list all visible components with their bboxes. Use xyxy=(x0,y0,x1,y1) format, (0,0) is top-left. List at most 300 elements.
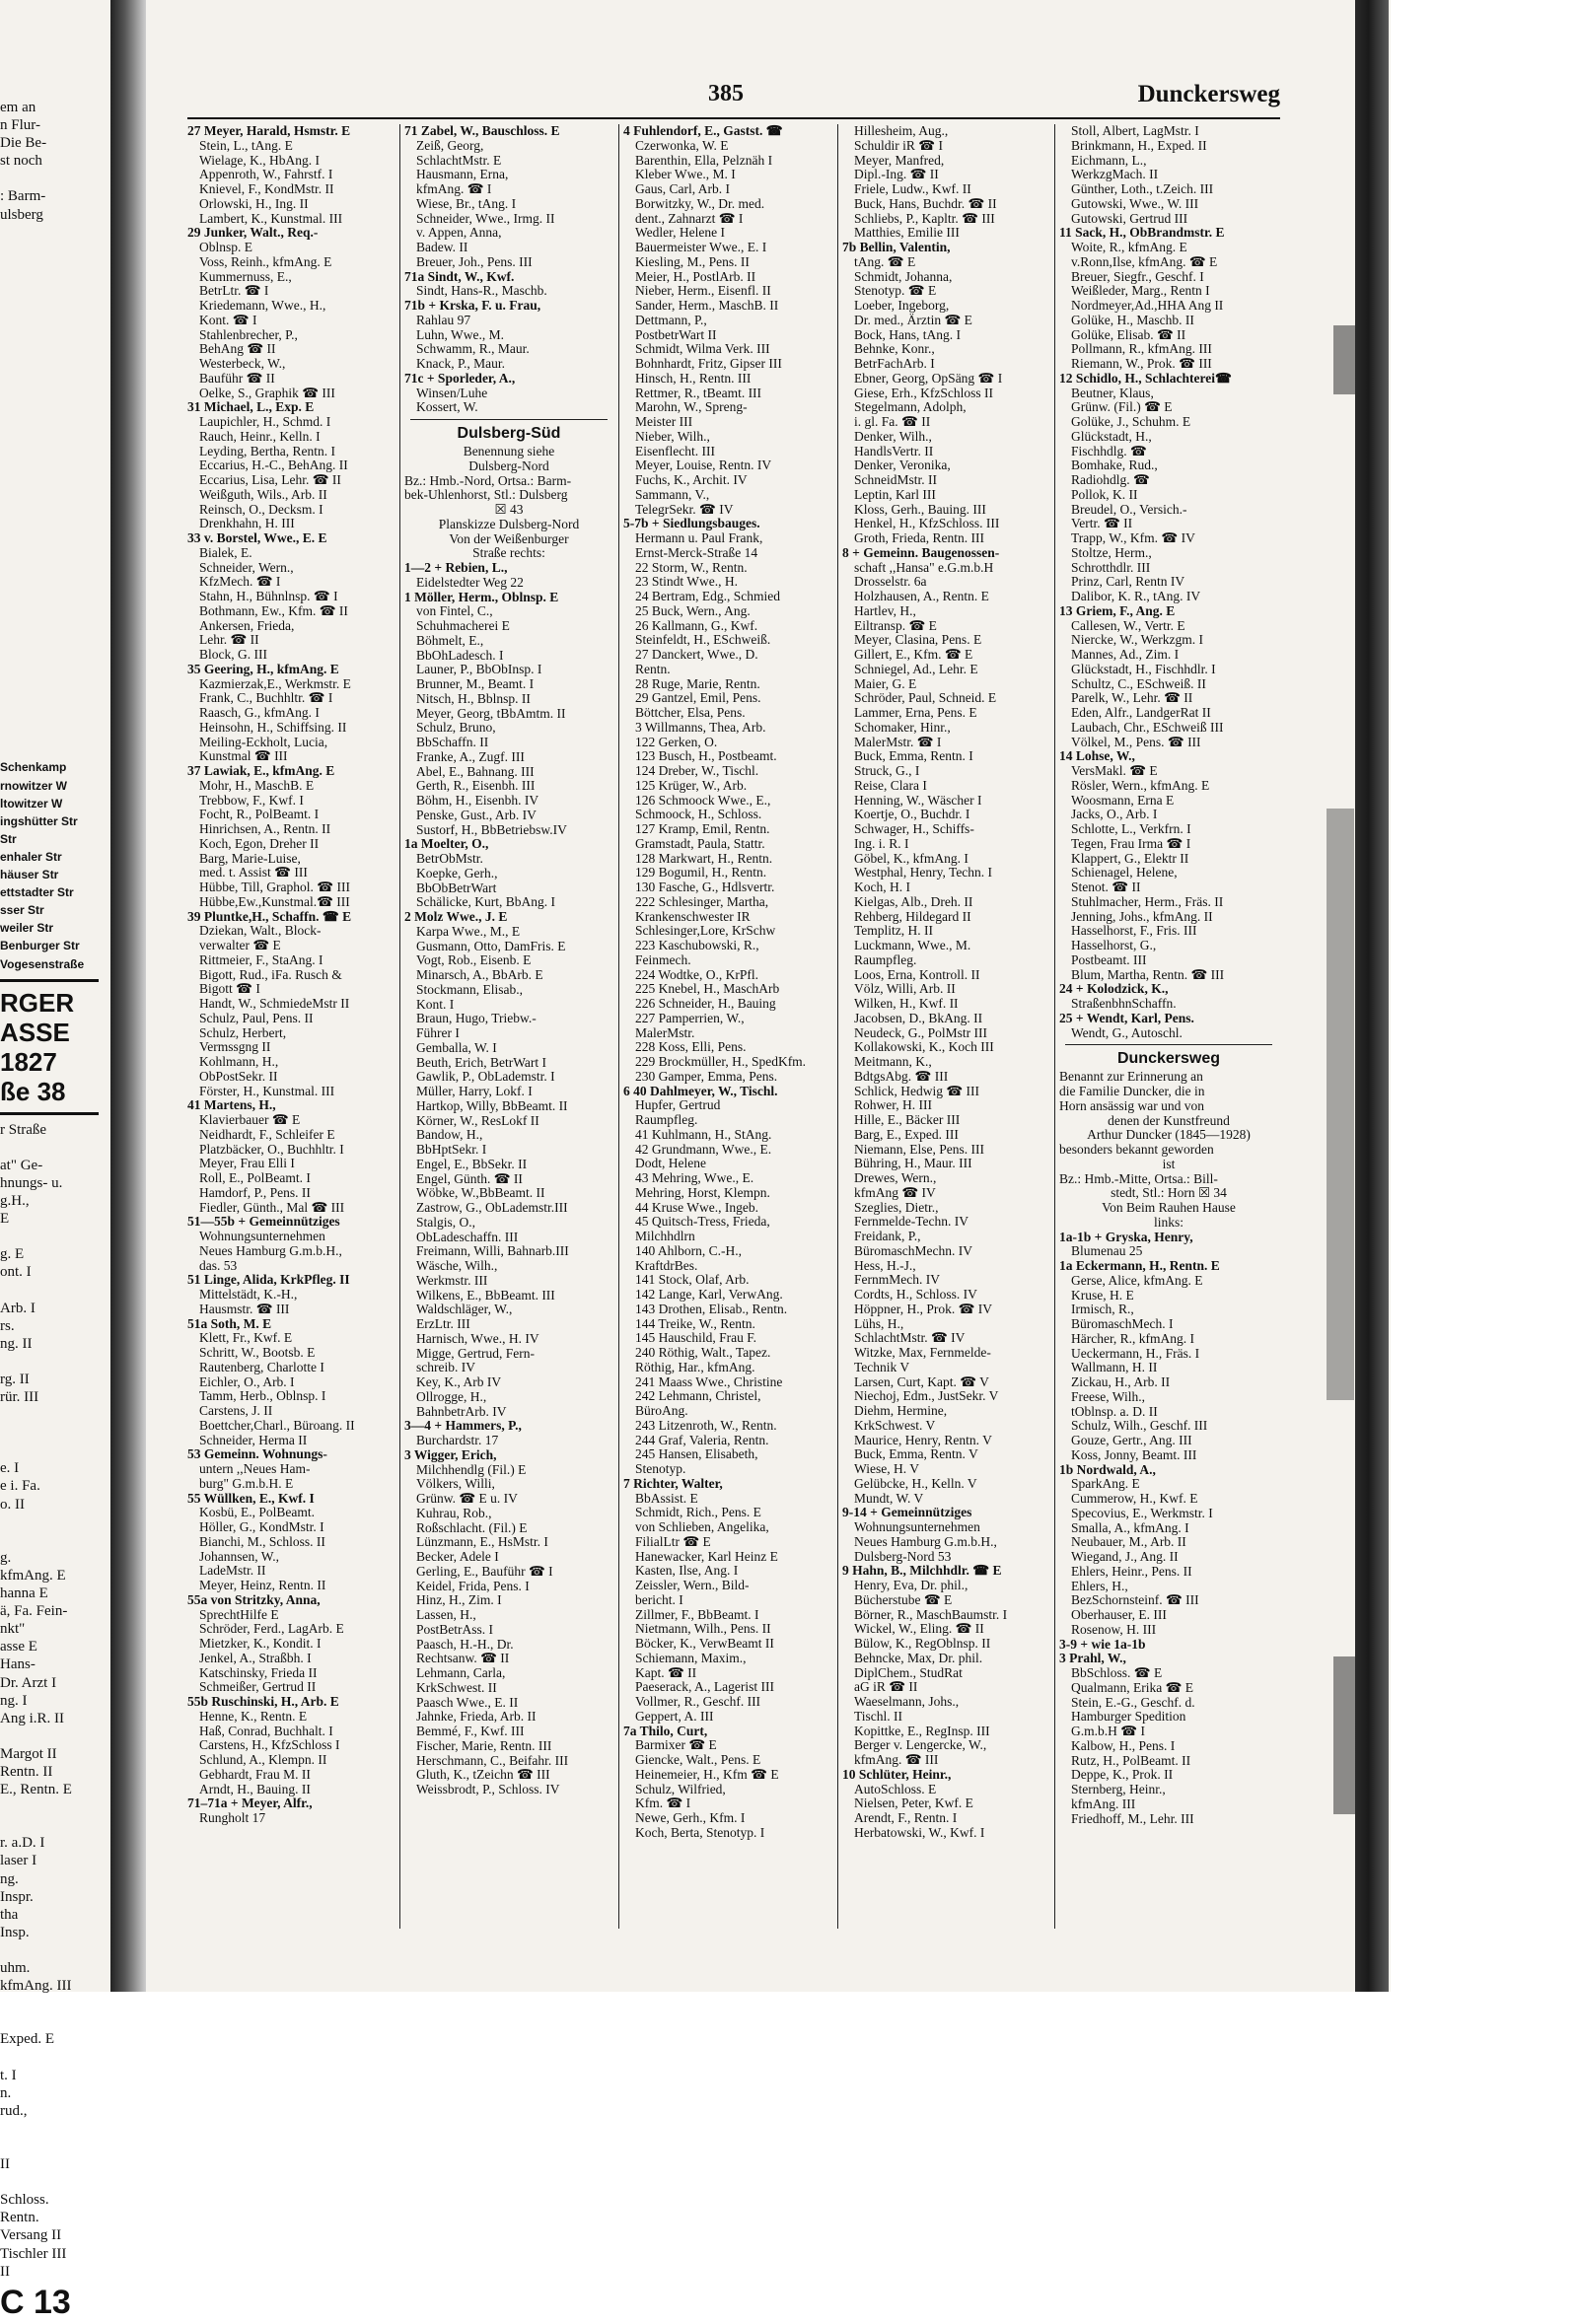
resident-entry: BbSchloss. ☎ E xyxy=(1071,1665,1163,1680)
resident-entry: Fischer, Marie, Rentn. III xyxy=(416,1737,552,1753)
resident-entry: Oberhauser, E. III xyxy=(1071,1607,1167,1622)
resident-entry: Werkmstr. III xyxy=(416,1272,488,1288)
resident-entry: das. 53 xyxy=(199,1257,238,1273)
left-page-fragment: at" Ge- xyxy=(0,1157,43,1173)
resident-entry: 227 Pamperrien, W., xyxy=(635,1010,745,1025)
left-page-fragment xyxy=(0,1424,110,1442)
resident-entry: Eisenflecht. III xyxy=(635,443,715,458)
resident-entry: Schröder, Ferd., LagArb. E xyxy=(199,1621,344,1637)
left-page-fragment xyxy=(0,616,110,634)
resident-entry: Stenotyp. ☎ E xyxy=(854,283,937,299)
resident-entry: Bialek, E. xyxy=(199,544,252,560)
resident-entry: Arndt, H., Bauing. II xyxy=(199,1781,311,1796)
resident-entry: Giencke, Walt., Pens. E xyxy=(635,1752,761,1767)
resident-entry: Bücherstube ☎ E xyxy=(854,1591,953,1607)
header-rule xyxy=(187,117,1280,119)
house-number-entry: 7 Richter, Walter, xyxy=(623,1475,723,1491)
resident-entry: kfmAng. ☎ III xyxy=(854,1752,939,1767)
resident-entry: links: xyxy=(1153,1214,1184,1230)
resident-entry: Schulz, Herbert, xyxy=(199,1024,287,1040)
resident-entry: 41 Kuhlmann, H., StAng. xyxy=(635,1126,772,1142)
resident-entry: Heinemeier, H., Kfm ☎ E xyxy=(635,1766,779,1782)
left-page-fragment xyxy=(0,1514,110,1531)
map-street-label: enhaler Str xyxy=(0,849,62,864)
resident-entry: Kont. I xyxy=(416,996,455,1012)
left-page-fragment xyxy=(0,1139,110,1157)
resident-entry: Schliebs, P., Kapltr. ☎ III xyxy=(854,210,995,226)
resident-entry: Wiegand, J., Ang. II xyxy=(1071,1549,1179,1564)
resident-entry: BbSchaffn. II xyxy=(416,735,489,749)
resident-entry: Freimann, Willi, Bahnarb.III xyxy=(416,1243,569,1259)
resident-entry: Lünzmann, E., HsMstr. I xyxy=(416,1534,548,1550)
resident-entry: Ernst-Merck-Straße 14 xyxy=(635,544,758,560)
resident-entry: Engel, Günth. ☎ II xyxy=(416,1170,523,1186)
resident-entry: Henne, K., Rentn. E xyxy=(199,1708,308,1724)
resident-entry: Golüke, Elisab. ☎ II xyxy=(1071,326,1186,342)
resident-entry: Callesen, W., Vertr. E xyxy=(1071,617,1185,633)
resident-entry: Schulz, Paul, Pens. II xyxy=(199,1010,314,1025)
resident-entry: Deppe, K., Prok. II xyxy=(1071,1767,1174,1783)
resident-entry: 245 Hansen, Elisabeth, xyxy=(635,1446,758,1462)
resident-entry: Diehm, Hermine, xyxy=(854,1403,948,1418)
resident-entry: Meyer, Georg, tBbAmtm. II xyxy=(416,705,566,721)
resident-entry: Hinrichsen, A., Rentn. II xyxy=(199,821,331,836)
resident-entry: 143 Drothen, Elisab., Rentn. xyxy=(635,1301,788,1316)
resident-entry: Gerth, R., Eisenbh. III xyxy=(416,778,536,794)
resident-entry: Benennung siehe xyxy=(463,444,555,458)
left-page-fragment xyxy=(0,1798,110,1816)
resident-entry: Launer, P., BbObInsp. I xyxy=(416,662,542,677)
resident-entry: Rittmeier, F., StaAng. I xyxy=(199,951,323,967)
resident-entry: Block, G. III xyxy=(199,647,267,662)
resident-entry: Hübbe,Ew.,Kunstmal.☎ III xyxy=(199,893,350,909)
resident-entry: Gutowski, Wwe., W. III xyxy=(1071,195,1199,211)
map-street-label: Schenkamp xyxy=(0,760,67,775)
left-page-fragment: kfmAng. E xyxy=(0,1567,66,1584)
left-page-fragment: Tischler III xyxy=(0,2245,67,2262)
resident-entry: Meyer, Heinz, Rentn. II xyxy=(199,1578,326,1592)
resident-entry: Fernmelde-Techn. IV xyxy=(854,1214,969,1230)
left-page-fragment xyxy=(0,2120,110,2138)
house-number-entry: 55 Wüllken, E., Kwf. I xyxy=(187,1490,315,1506)
resident-entry: 229 Brockmüller, H., SpedKfm. xyxy=(635,1054,807,1069)
section-rule xyxy=(1065,1044,1272,1045)
resident-entry: Förster, H., Kunstmal. III xyxy=(199,1083,335,1098)
resident-entry: Nietmann, Wilh., Pens. II xyxy=(635,1621,771,1637)
house-number-entry: 33 v. Borstel, Wwe., E. E xyxy=(187,530,327,545)
resident-entry: Breuer, Siegfr., Geschf. I xyxy=(1071,268,1204,284)
left-page-fragment xyxy=(0,259,110,277)
resident-entry: Migge, Gertrud, Fern- xyxy=(416,1345,535,1361)
map-street-label: Vogesenstraße xyxy=(0,956,85,971)
left-page-fragment xyxy=(0,652,110,669)
resident-entry: Jenkel, A., Straßbh. I xyxy=(199,1650,312,1665)
resident-entry: Rehberg, Hildegard II xyxy=(854,908,971,924)
resident-entry: Rutz, H., PolBeamt. II xyxy=(1071,1752,1191,1768)
resident-entry: Dulsberg-Nord xyxy=(468,458,549,473)
resident-entry: 225 Knebel, H., MaschArb xyxy=(635,981,780,997)
resident-entry: Kazmierzak,E., Werkmstr. E xyxy=(199,675,351,691)
resident-entry: Knack, P., Maur. xyxy=(416,356,505,371)
resident-entry: Neidhardt, F., Schleifer E xyxy=(199,1126,335,1142)
resident-entry: schreib. IV xyxy=(416,1360,475,1375)
resident-entry: 28 Ruge, Marie, Rentn. xyxy=(635,675,760,691)
house-number-entry: 5-7b + Siedlungsbauges. xyxy=(623,516,760,531)
resident-entry: Hasselhorst, F., Fris. III xyxy=(1071,923,1197,939)
resident-entry: Mohr, H., MaschB. E xyxy=(199,777,315,793)
resident-entry: 126 Schmoock Wwe., E., xyxy=(635,792,771,808)
resident-entry: Kossert, W. xyxy=(416,399,478,415)
resident-entry: Hinz, H., Zim. I xyxy=(416,1592,502,1608)
resident-entry: Dr. med., Ärztin ☎ E xyxy=(854,312,972,327)
left-page-fragment: Arb. I xyxy=(0,1300,36,1316)
resident-entry: Göbel, K., kfmAng. I xyxy=(854,850,968,866)
resident-entry: Kruse, H. E xyxy=(1071,1287,1134,1303)
resident-entry: 45 Quitsch-Tress, Frieda, xyxy=(635,1214,770,1230)
left-page-heading: ße 38 xyxy=(0,1076,66,1106)
resident-entry: Grünw. (Fil.) ☎ E xyxy=(1071,399,1173,415)
resident-entry: Nieber, Wilh., xyxy=(635,428,710,444)
resident-entry: Schneider, Herma II xyxy=(199,1432,308,1447)
resident-entry: 224 Wodtke, O., KrPfl. xyxy=(635,966,759,982)
resident-entry: Key, K., Arb IV xyxy=(416,1374,502,1389)
resident-entry: v. Appen, Anna, xyxy=(416,225,502,241)
resident-entry: Barg, Marie-Luise, xyxy=(199,850,301,866)
resident-entry: Fuchs, K., Archit. IV xyxy=(635,472,748,487)
house-number-entry: 1 Möller, Herm., Oblnsp. E xyxy=(404,589,559,604)
house-number-entry: 9-14 + Gemeinnütziges xyxy=(842,1505,972,1520)
resident-entry: Schniegel, Ad., Lehr. E xyxy=(854,661,978,676)
resident-entry: Vertr. ☎ II xyxy=(1071,516,1133,531)
resident-entry: PostbetrWart II xyxy=(635,326,717,342)
house-number-entry: 3 Wigger, Erich, xyxy=(404,1446,497,1462)
left-page-fragment xyxy=(0,1816,110,1834)
resident-entry: Witzke, Max, Fernmelde- xyxy=(854,1345,991,1360)
resident-entry: Specovius, E., Werkmstr. I xyxy=(1071,1505,1213,1520)
resident-entry: Wäsche, Wilh., xyxy=(416,1258,498,1273)
resident-entry: 123 Busch, H., Postbeamt. xyxy=(635,748,777,764)
resident-entry: denen der Kunstfreund xyxy=(1108,1112,1230,1128)
resident-entry: Reinsch, O., Decksm. I xyxy=(199,501,323,517)
resident-entry: Schmeißer, Gertrud II xyxy=(199,1679,317,1695)
map-street-label: weiler Str xyxy=(0,921,54,936)
resident-entry: Pollok, K. II xyxy=(1071,486,1138,502)
left-page-fragment xyxy=(0,2012,110,2030)
resident-entry: 140 Ahlborn, C.-H., xyxy=(635,1242,742,1258)
left-page-fragment: Margot II xyxy=(0,1745,57,1762)
left-page-fragment xyxy=(0,438,110,456)
resident-entry: Gemballa, W. I xyxy=(416,1039,497,1055)
resident-entry: Bz.: Hmb.-Nord, Ortsa.: Barm- xyxy=(404,472,572,488)
resident-entry: Bauermeister Wwe., E. I xyxy=(635,240,767,254)
resident-entry: Klett, Fr., Kwf. E xyxy=(199,1330,293,1346)
resident-entry: 244 Graf, Valeria, Rentn. xyxy=(635,1432,769,1447)
left-page-fragment xyxy=(0,456,110,473)
left-page-rule xyxy=(0,979,99,982)
house-number-entry: 53 Gemeinn. Wohnungs- xyxy=(187,1446,327,1462)
resident-entry: BehAng ☎ II xyxy=(199,341,276,357)
resident-entry: Carstens, J. II xyxy=(199,1403,273,1418)
resident-entry: Hermann u. Paul Frank, xyxy=(635,530,763,545)
resident-entry: Schälicke, Kurt, BbAng. I xyxy=(416,894,555,910)
house-number-entry: 1—2 + Rebien, L., xyxy=(404,560,508,575)
resident-entry: 145 Hauschild, Frau F. xyxy=(635,1330,757,1346)
resident-entry: Stegelmann, Adolph, xyxy=(854,399,967,415)
column-divider xyxy=(837,124,838,1929)
left-page-fragment: r Straße xyxy=(0,1121,47,1138)
resident-entry: Friele, Ludw., Kwf. II xyxy=(854,181,971,196)
left-page-fragment xyxy=(0,2048,110,2066)
resident-entry: Parelk, W., Lehr. ☎ II xyxy=(1071,690,1193,706)
house-number-entry: 71a Sindt, W., Kwf. xyxy=(404,268,515,284)
left-page-fragment: ä, Fa. Fein- xyxy=(0,1603,68,1620)
resident-entry: besonders bekannt geworden xyxy=(1059,1142,1214,1157)
resident-entry: Neues Hamburg G.m.b.H., xyxy=(854,1533,997,1549)
resident-entry: Buck, Hans, Buchdr. ☎ II xyxy=(854,195,997,211)
resident-entry: 25 Buck, Wern., Ang. xyxy=(635,602,751,618)
resident-entry: Schwamm, R., Maur. xyxy=(416,341,530,357)
left-page-fragment: E xyxy=(0,1211,10,1228)
resident-entry: Schuhmacherei E xyxy=(416,618,510,633)
resident-entry: Neues Hamburg G.m.b.H., xyxy=(199,1242,342,1258)
resident-entry: Rautenberg, Charlotte I xyxy=(199,1359,324,1374)
resident-entry: Qualmann, Erika ☎ E xyxy=(1071,1679,1194,1695)
resident-entry: Johannsen, W., xyxy=(199,1548,279,1564)
left-page-strip xyxy=(0,99,110,2321)
resident-entry: Vermssgng II xyxy=(199,1039,271,1055)
resident-entry: Postbeamt. III xyxy=(1071,951,1147,967)
resident-entry: Gelübcke, H., Kelln. V xyxy=(854,1475,977,1491)
resident-entry: ☒ 43 xyxy=(494,502,524,517)
resident-entry: Rösler, Wern., kfmAng. E xyxy=(1071,777,1210,793)
resident-entry: 44 Kruse Wwe., Ingeb. xyxy=(635,1199,758,1215)
resident-entry: Jahnke, Frieda, Arb. II xyxy=(416,1709,537,1725)
resident-entry: Stein, E.-G., Geschf. d. xyxy=(1071,1694,1195,1710)
resident-entry: Schulz, Wilfried, xyxy=(635,1781,726,1796)
resident-entry: Böttcher, Elsa, Pens. xyxy=(635,705,746,720)
resident-entry: Raumpfleg. xyxy=(854,951,917,967)
resident-entry: Eidelstedter Weg 22 xyxy=(416,574,524,590)
page-header xyxy=(187,81,1280,118)
left-page-fragment xyxy=(0,385,110,402)
resident-entry: LadeMstr. II xyxy=(199,1563,266,1579)
resident-entry: 222 Schlesinger, Martha, xyxy=(635,893,769,909)
resident-entry: Templitz, H. II xyxy=(854,923,934,939)
resident-entry: Neudeck, G., PolMstr III xyxy=(854,1024,987,1040)
resident-entry: Freidank, P., xyxy=(854,1229,921,1243)
resident-entry: Barmixer ☎ E xyxy=(635,1737,717,1753)
resident-entry: Gerse, Alice, kfmAng. E xyxy=(1071,1272,1203,1288)
resident-entry: Koertje, O., Buchdr. I xyxy=(854,807,970,822)
resident-entry: Beuth, Erich, BetrWart I xyxy=(416,1054,546,1070)
resident-entry: Schröder, Paul, Schneid. E xyxy=(854,690,997,706)
resident-entry: Von der Weißenburger xyxy=(449,530,569,546)
resident-entry: Nielsen, Peter, Kwf. E xyxy=(854,1796,973,1811)
left-page-fragment: ng. II xyxy=(0,1335,33,1352)
resident-entry: StraßenbhnSchaffn. xyxy=(1071,996,1177,1011)
resident-entry: Harnisch, Wwe., H. IV xyxy=(416,1330,539,1346)
resident-entry: Schulz, Wilh., Geschf. III xyxy=(1071,1418,1208,1434)
left-page-fragment: laser I xyxy=(0,1853,37,1869)
resident-entry: Kopittke, E., RegInsp. III xyxy=(854,1723,990,1738)
resident-entry: Zillmer, F., BbBeamt. I xyxy=(635,1606,759,1622)
resident-entry: Wiese, Br., tAng. I xyxy=(416,195,517,211)
resident-entry: Nordmeyer,Ad.,HHA Ang II xyxy=(1071,298,1224,313)
resident-entry: Stuhlmacher, Herm., Fräs. II xyxy=(1071,893,1224,909)
resident-entry: FilialLtr ☎ E xyxy=(635,1533,711,1549)
resident-entry: 230 Gamper, Emma, Pens. xyxy=(635,1068,778,1084)
house-number-entry: 10 Schlüter, Heinr., xyxy=(842,1766,952,1782)
resident-entry: Marohn, W., Spreng- xyxy=(635,399,748,415)
resident-entry: Bianchi, M., Schloss. II xyxy=(199,1533,325,1549)
left-page-fragment xyxy=(0,1995,110,2012)
resident-entry: Schuldir iR ☎ I xyxy=(854,137,943,153)
left-page-fragment xyxy=(0,1442,110,1459)
left-page-fragment: tha xyxy=(0,1906,19,1923)
resident-entry: Lehmann, Carla, xyxy=(416,1665,506,1680)
resident-entry: Abel, E., Bahnang. III xyxy=(416,763,535,779)
resident-entry: Gaus, Carl, Arb. I xyxy=(635,181,730,196)
left-page-fragment: hanna E xyxy=(0,1585,48,1602)
resident-entry: Herschmann, C., Beifahr. III xyxy=(416,1752,569,1768)
resident-entry: Bigott, Rud., iFa. Rusch & xyxy=(199,966,342,982)
resident-entry: Meyer, Manfred, xyxy=(854,152,945,168)
resident-entry: Meyer, Clasina, Pens. E xyxy=(854,632,982,648)
resident-entry: Jenning, Johs., kfmAng. II xyxy=(1071,908,1213,924)
resident-entry: Woite, R., kfmAng. E xyxy=(1071,240,1187,254)
resident-entry: Milchhendlg (Fil.) E xyxy=(416,1461,527,1477)
resident-entry: Eccarius, Lisa, Lehr. ☎ II xyxy=(199,472,341,487)
resident-entry: Schmidt, Rich., Pens. E xyxy=(635,1505,761,1520)
resident-entry: Beutner, Klaus, xyxy=(1071,385,1154,400)
resident-entry: Lammer, Erna, Pens. E xyxy=(854,705,977,720)
left-page-fragment: ulsberg xyxy=(0,206,43,223)
house-number-entry: 8 + Gemeinn. Baugenossen- xyxy=(842,544,1000,560)
left-page-fragment: e i. Fa. xyxy=(0,1478,40,1495)
resident-entry: Völkel, M., Pens. ☎ III xyxy=(1071,734,1201,749)
resident-entry: Loos, Erna, Kontroll. II xyxy=(854,966,980,982)
resident-entry: Henning, W., Wäscher I xyxy=(854,792,982,808)
resident-entry: Westphal, Henry, Techn. I xyxy=(854,865,993,880)
resident-entry: BahnbetrArb. IV xyxy=(416,1403,507,1419)
house-number-entry: 11 Sack, H., ObBrandmstr. E xyxy=(1059,225,1225,241)
resident-entry: die Familie Duncker, die in xyxy=(1059,1084,1205,1098)
resident-entry: stedt, Stl.: Horn ☒ 34 xyxy=(1111,1185,1227,1201)
house-number-entry: 1a Eckermann, H., Rentn. E xyxy=(1059,1258,1220,1273)
resident-entry: Becker, Adele I xyxy=(416,1549,499,1564)
map-street-label: Str xyxy=(0,831,17,846)
resident-entry: Benannt zur Erinnerung an xyxy=(1059,1069,1203,1085)
resident-entry: Vollmer, R., Geschf. III xyxy=(635,1694,761,1709)
resident-entry: Meitmann, K., xyxy=(854,1054,932,1069)
resident-entry: Raumpfleg. xyxy=(635,1112,698,1127)
house-number-entry: 6 40 Dahlmeyer, W., Tischl. xyxy=(623,1083,778,1098)
resident-entry: Franke, A., Zugf. III xyxy=(416,748,525,764)
left-page-fragment: r. a.D. I xyxy=(0,1835,45,1852)
resident-entry: Westerbeck, W., xyxy=(199,356,286,371)
resident-entry: Barg, E., Exped. III xyxy=(854,1126,959,1142)
thumb-index-mark xyxy=(1333,325,1355,394)
resident-entry: Sammann, V., xyxy=(635,486,710,502)
left-page-fragment xyxy=(0,1531,110,1549)
left-page-fragment xyxy=(0,527,110,544)
resident-entry: SchlachtMstr. ☎ IV xyxy=(854,1330,966,1346)
resident-entry: Borwitzky, W., Dr. med. xyxy=(635,195,765,211)
resident-entry: 24 Bertram, Edg., Schmied xyxy=(635,589,780,603)
resident-entry: Struck, G., I xyxy=(854,763,920,778)
left-page-fragment xyxy=(0,224,110,242)
resident-entry: Eichler, O., Arb. I xyxy=(199,1373,295,1389)
resident-entry: Lühs, H., xyxy=(854,1315,904,1331)
left-page-fragment: hnungs- u. xyxy=(0,1174,63,1191)
left-page-fragment xyxy=(0,170,110,187)
resident-entry: Gluth, K., tZeichn ☎ III xyxy=(416,1767,550,1783)
house-number-entry: 71c + Sporleder, A., xyxy=(404,370,516,386)
resident-entry: Focht, R., PolBeamt. I xyxy=(199,807,320,822)
resident-entry: Cummerow, H., Kwf. E xyxy=(1071,1491,1198,1506)
resident-entry: BetrLtr. ☎ I xyxy=(199,283,269,299)
resident-entry: Pollmann, R., kfmAng. III xyxy=(1071,341,1212,357)
resident-entry: BüromaschMech. I xyxy=(1071,1316,1174,1331)
resident-entry: bek-Uhlenhorst, Stl.: Dulsberg xyxy=(404,487,568,503)
resident-entry: Czerwonka, W. E xyxy=(635,137,729,153)
resident-entry: Meier, H., PostlArb. II xyxy=(635,268,756,284)
left-page-fragment xyxy=(0,581,110,599)
resident-entry: Henkel, H., KfzSchloss. III xyxy=(854,516,1000,531)
resident-entry: Voss, Reinh., kfmAng. E xyxy=(199,253,332,269)
resident-entry: Meister III xyxy=(635,414,693,429)
left-page-fragment xyxy=(0,242,110,259)
resident-entry: KraftdrBes. xyxy=(635,1257,698,1273)
resident-entry: Sternberg, Heinr., xyxy=(1071,1782,1166,1796)
left-page-fragment: nkt" xyxy=(0,1621,26,1638)
left-page-fragment xyxy=(0,687,110,705)
resident-entry: BbObBetrWart xyxy=(416,880,497,895)
left-page-fragment xyxy=(0,491,110,509)
resident-entry: Sander, Herm., MaschB. II xyxy=(635,298,779,313)
resident-entry: 124 Dreber, W., Tischl. xyxy=(635,763,759,778)
resident-entry: Buck, Emma, Rentn. V xyxy=(854,1446,978,1462)
house-number-entry: 1b Nordwald, A., xyxy=(1059,1461,1156,1477)
house-number-entry: 31 Michael, L., Exp. E xyxy=(187,399,315,415)
resident-entry: Koepke, Gerh., xyxy=(416,865,498,880)
resident-entry: Klavierbauer ☎ E xyxy=(199,1112,301,1127)
resident-entry: Wallmann, H. II xyxy=(1071,1360,1158,1375)
resident-entry: Kalbow, H., Pens. I xyxy=(1071,1737,1176,1753)
left-page-fragment: o. II xyxy=(0,1496,25,1513)
resident-entry: Börner, R., MaschBaumstr. I xyxy=(854,1606,1008,1622)
resident-entry: med. t. Assist ☎ III xyxy=(199,865,308,880)
resident-entry: Böcker, K., VerwBeamt II xyxy=(635,1636,774,1651)
resident-entry: Behncke, Max, Dr. phil. xyxy=(854,1650,983,1665)
resident-entry: BbOhLadesch. I xyxy=(416,647,504,663)
resident-entry: tAng. ☎ E xyxy=(854,253,916,269)
resident-entry: 241 Maass Wwe., Christine xyxy=(635,1373,783,1389)
resident-entry: Hinsch, H., Rentn. III xyxy=(635,370,752,386)
resident-entry: 26 Kallmann, G., Kwf. xyxy=(635,617,758,633)
resident-entry: Laupichler, H., Schmd. I xyxy=(199,414,331,429)
resident-entry: Henry, Eva, Dr. phil., xyxy=(854,1578,968,1592)
left-page-fragment: em an xyxy=(0,100,36,115)
resident-entry: Trapp, W., Kfm. ☎ IV xyxy=(1071,530,1195,545)
house-number-entry: 51a Soth, M. E xyxy=(187,1315,272,1331)
column-2 xyxy=(404,124,613,1938)
map-street-label: ingshütter Str xyxy=(0,813,78,828)
resident-entry: Hausmstr. ☎ III xyxy=(199,1301,290,1316)
resident-entry: Herbatowski, W., Kwf. I xyxy=(854,1824,985,1840)
left-page-fragment: II xyxy=(0,2156,10,2173)
left-page-fragment: st noch xyxy=(0,153,42,170)
